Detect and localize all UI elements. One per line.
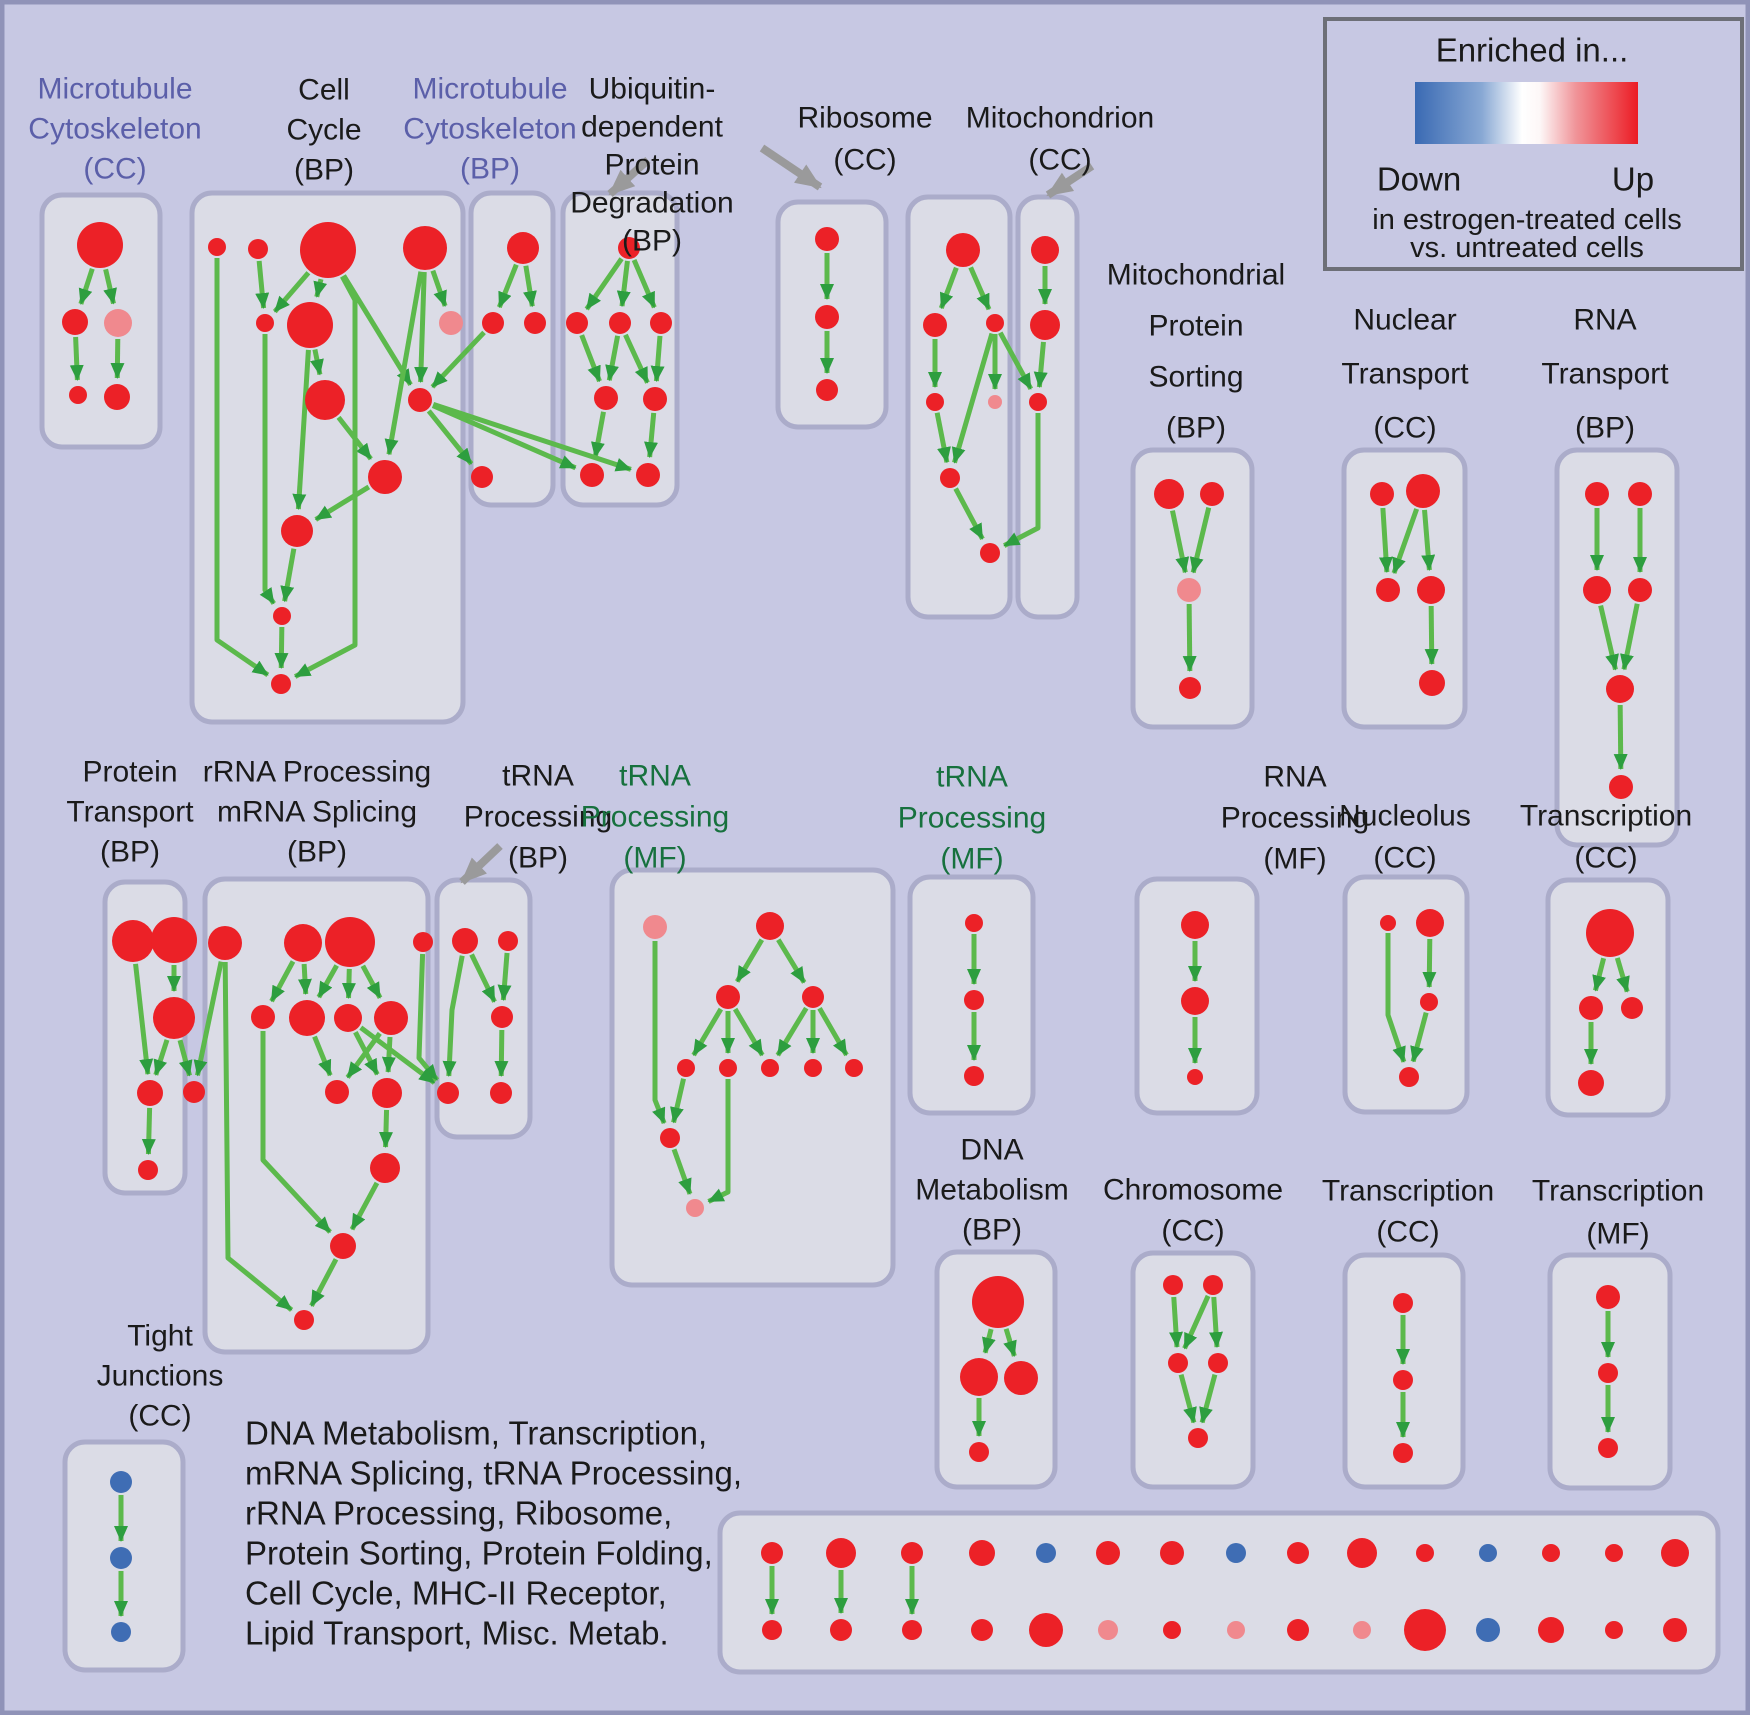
go-term-node bbox=[1609, 775, 1633, 799]
cluster-box-chromosome-cc bbox=[1133, 1253, 1253, 1487]
ubiquitin-degradation-bp-label: dependent bbox=[581, 110, 723, 144]
go-term-node bbox=[330, 1233, 356, 1259]
go-term-node bbox=[281, 515, 313, 547]
chromosome-cc-label: Chromosome bbox=[1102, 1173, 1284, 1207]
go-term-node bbox=[1393, 1443, 1413, 1463]
edge bbox=[1620, 705, 1621, 769]
go-term-node bbox=[370, 1153, 400, 1183]
go-term-node bbox=[1417, 576, 1445, 604]
go-term-node bbox=[1287, 1542, 1309, 1564]
go-term-node bbox=[110, 1471, 132, 1493]
go-term-node bbox=[248, 239, 268, 259]
go-term-node bbox=[901, 1542, 923, 1564]
go-term-node bbox=[980, 543, 1000, 563]
go-term-node bbox=[1420, 993, 1438, 1011]
go-term-node bbox=[971, 1619, 993, 1641]
edge bbox=[388, 1037, 390, 1072]
go-term-node bbox=[1030, 310, 1060, 340]
go-term-node bbox=[1187, 1069, 1203, 1085]
microtubule-cytoskeleton-cc-label: Cytoskeleton bbox=[28, 112, 202, 146]
microtubule-cytoskeleton-cc-label: Microtubule bbox=[37, 72, 193, 106]
dna-metabolism-bp-label: DNA bbox=[960, 1133, 1024, 1167]
mitochondrial-protein-sorting-bp-label: Mitochondrial bbox=[1106, 258, 1286, 292]
legend-title: Enriched in... bbox=[1435, 31, 1629, 69]
microtubule-cytoskeleton-bp-label: Cytoskeleton bbox=[403, 112, 577, 146]
go-term-node bbox=[368, 460, 402, 494]
go-term-node bbox=[1370, 482, 1394, 506]
go-term-node bbox=[1029, 1613, 1063, 1647]
go-term-node bbox=[566, 312, 588, 334]
go-term-node bbox=[498, 931, 518, 951]
rrna-processing-mrna-splicing-bp-label: (BP) bbox=[287, 835, 347, 869]
misc-clusters-note: mRNA Splicing, tRNA Processing, bbox=[245, 1454, 743, 1492]
edge bbox=[148, 1108, 149, 1154]
cell-cycle-bp-label: Cycle bbox=[286, 113, 362, 147]
go-term-node bbox=[137, 1080, 163, 1106]
go-term-node bbox=[1399, 1067, 1419, 1087]
go-term-node bbox=[1029, 393, 1047, 411]
protein-transport-bp-label: Transport bbox=[66, 795, 194, 829]
misc-clusters-note: rRNA Processing, Ribosome, bbox=[245, 1494, 673, 1532]
dna-metabolism-bp-label: (BP) bbox=[962, 1213, 1022, 1247]
go-term-node bbox=[902, 1620, 922, 1640]
go-term-node bbox=[439, 311, 463, 335]
go-term-node bbox=[1353, 1621, 1371, 1639]
go-term-node bbox=[273, 607, 291, 625]
go-term-node bbox=[964, 990, 984, 1010]
go-term-node bbox=[1598, 1363, 1618, 1383]
go-term-node bbox=[756, 912, 784, 940]
go-term-node bbox=[636, 463, 660, 487]
transcription-mf-label: Transcription bbox=[1531, 1174, 1705, 1208]
mitochondrial-protein-sorting-bp-label: Sorting bbox=[1148, 360, 1244, 394]
legend-subtitle-1: in estrogen-treated cells bbox=[1372, 204, 1682, 236]
go-term-node bbox=[1578, 1070, 1604, 1096]
misc-clusters-note: DNA Metabolism, Transcription, bbox=[245, 1414, 708, 1452]
go-term-node bbox=[643, 915, 667, 939]
trna-processing-bp-label: (BP) bbox=[508, 841, 568, 875]
edge bbox=[1214, 1297, 1217, 1347]
go-term-node bbox=[289, 1000, 325, 1036]
go-term-node bbox=[802, 986, 824, 1008]
go-term-node bbox=[1203, 1275, 1223, 1295]
go-term-node bbox=[62, 309, 88, 335]
edge bbox=[386, 1110, 387, 1147]
transcription-cc-label: Transcription bbox=[1519, 799, 1693, 833]
go-term-node bbox=[1542, 1544, 1560, 1562]
go-term-node bbox=[1585, 482, 1609, 506]
go-term-node bbox=[761, 1059, 779, 1077]
go-term-node bbox=[1208, 1353, 1228, 1373]
trna-processing-bp-label: Processing bbox=[463, 800, 613, 834]
go-term-node bbox=[1188, 1428, 1208, 1448]
rna-transport-bp-label: RNA bbox=[1573, 303, 1637, 337]
go-term-node bbox=[719, 1059, 737, 1077]
go-term-node bbox=[69, 386, 87, 404]
go-term-node bbox=[374, 1001, 408, 1035]
microtubule-cytoskeleton-bp-label: (BP) bbox=[460, 152, 520, 186]
go-term-node bbox=[482, 312, 504, 334]
nucleolus-cc-label: (CC) bbox=[1373, 841, 1437, 875]
go-term-node bbox=[300, 222, 356, 278]
go-term-node bbox=[1163, 1275, 1183, 1295]
go-term-node bbox=[1200, 482, 1224, 506]
rrna-processing-mrna-splicing-bp-label: rRNA Processing bbox=[202, 755, 432, 789]
cluster-box-miscellaneous-strip bbox=[720, 1513, 1718, 1672]
go-term-node bbox=[208, 238, 226, 256]
go-term-node bbox=[946, 233, 980, 267]
go-term-node bbox=[1154, 479, 1184, 509]
go-term-node bbox=[1476, 1618, 1500, 1642]
rna-transport-bp-label: (BP) bbox=[1575, 411, 1635, 445]
go-term-node bbox=[1598, 1438, 1618, 1458]
go-term-node bbox=[988, 395, 1002, 409]
go-term-node bbox=[1663, 1618, 1687, 1642]
go-term-node bbox=[1179, 677, 1201, 699]
transcription-cc-2-label: Transcription bbox=[1321, 1174, 1495, 1208]
go-term-node bbox=[153, 997, 195, 1039]
trna-processing-mf-label: (MF) bbox=[623, 841, 687, 875]
go-term-node bbox=[1393, 1293, 1413, 1313]
go-term-node bbox=[762, 1620, 782, 1640]
go-term-node bbox=[208, 926, 242, 960]
go-term-node bbox=[677, 1059, 695, 1077]
go-term-node bbox=[816, 379, 838, 401]
go-term-node bbox=[1168, 1353, 1188, 1373]
go-term-node bbox=[524, 312, 546, 334]
go-term-node bbox=[271, 674, 291, 694]
chromosome-cc-label: (CC) bbox=[1161, 1214, 1225, 1248]
go-term-node bbox=[826, 1538, 856, 1568]
go-term-node bbox=[372, 1078, 402, 1108]
go-term-node bbox=[284, 924, 322, 962]
go-term-node bbox=[1163, 1621, 1181, 1639]
go-term-node bbox=[1287, 1619, 1309, 1641]
legend-up-label: Up bbox=[1611, 160, 1655, 198]
edge bbox=[76, 337, 78, 380]
go-term-node bbox=[845, 1059, 863, 1077]
microtubule-cytoskeleton-cc-label: (CC) bbox=[83, 152, 147, 186]
misc-clusters-note: Cell Cycle, MHC-II Receptor, bbox=[245, 1574, 667, 1612]
go-term-node bbox=[1416, 1544, 1434, 1562]
mitochondrial-protein-sorting-bp-label: (BP) bbox=[1166, 411, 1226, 445]
go-term-node bbox=[138, 1160, 158, 1180]
tight-junctions-cc-label: Tight bbox=[127, 1319, 193, 1353]
misc-clusters-note: Protein Sorting, Protein Folding, bbox=[245, 1534, 713, 1572]
edge bbox=[117, 339, 118, 378]
go-term-node bbox=[716, 985, 740, 1009]
nuclear-transport-cc-label: Transport bbox=[1341, 357, 1469, 391]
tight-junctions-cc-label: Junctions bbox=[96, 1359, 224, 1393]
nuclear-transport-cc-label: Nuclear bbox=[1353, 303, 1457, 337]
go-term-node bbox=[1160, 1541, 1184, 1565]
trna-processing-mf-label: Processing bbox=[580, 800, 730, 834]
go-term-node bbox=[452, 928, 478, 954]
go-term-node bbox=[1583, 576, 1611, 604]
go-term-node bbox=[325, 1080, 349, 1104]
go-term-node bbox=[437, 1082, 459, 1104]
go-term-node bbox=[815, 305, 839, 329]
go-term-node bbox=[972, 1276, 1024, 1328]
go-term-node bbox=[1404, 1609, 1446, 1651]
nuclear-transport-cc-label: (CC) bbox=[1373, 411, 1437, 445]
go-term-node bbox=[1605, 1621, 1623, 1639]
protein-transport-bp-label: (BP) bbox=[100, 835, 160, 869]
edge bbox=[304, 964, 306, 994]
go-term-node bbox=[1628, 578, 1652, 602]
go-term-node bbox=[151, 917, 197, 963]
go-term-node bbox=[1226, 1543, 1246, 1563]
go-term-node bbox=[650, 312, 672, 334]
misc-clusters-note: Lipid Transport, Misc. Metab. bbox=[245, 1614, 669, 1652]
nucleolus-cc-label: Nucleolus bbox=[1339, 799, 1471, 833]
go-term-node bbox=[403, 226, 447, 270]
go-term-node bbox=[761, 1542, 783, 1564]
transcription-cc-2-label: (CC) bbox=[1376, 1215, 1440, 1249]
go-term-node bbox=[1628, 482, 1652, 506]
go-term-node bbox=[413, 932, 433, 952]
go-term-node bbox=[1406, 474, 1440, 508]
go-term-node bbox=[294, 1310, 314, 1330]
go-term-node bbox=[830, 1619, 852, 1641]
go-term-node bbox=[408, 388, 432, 412]
go-term-node bbox=[104, 384, 130, 410]
cluster-box-nuclear-transport-cc bbox=[1344, 450, 1465, 727]
ribosome-cc-label: Ribosome bbox=[797, 101, 933, 135]
edge bbox=[501, 1030, 502, 1076]
edge bbox=[1431, 606, 1432, 664]
tight-junctions-cc-label: (CC) bbox=[128, 1399, 192, 1433]
ubiquitin-degradation-bp-label: Protein bbox=[604, 148, 700, 182]
go-term-node bbox=[969, 1540, 995, 1566]
go-term-node bbox=[104, 309, 132, 337]
edge bbox=[656, 336, 660, 381]
go-term-node bbox=[305, 380, 345, 420]
go-term-node bbox=[251, 1005, 275, 1029]
protein-transport-bp-label: Protein bbox=[82, 755, 178, 789]
go-term-node bbox=[1031, 236, 1059, 264]
transcription-mf-label: (MF) bbox=[1586, 1217, 1650, 1251]
edge bbox=[349, 969, 350, 998]
edge bbox=[1174, 1297, 1177, 1347]
rrna-processing-mrna-splicing-bp-label: mRNA Splicing bbox=[216, 795, 418, 829]
rna-processing-mf-label: Processing bbox=[1220, 801, 1370, 835]
go-term-node bbox=[965, 914, 983, 932]
go-term-node bbox=[660, 1128, 680, 1148]
trna-processing-mf-2-label: (MF) bbox=[940, 842, 1004, 876]
go-term-node bbox=[1479, 1544, 1497, 1562]
go-term-node bbox=[964, 1066, 984, 1086]
rna-processing-mf-label: (MF) bbox=[1263, 842, 1327, 876]
go-term-node bbox=[1380, 915, 1396, 931]
go-term-node bbox=[325, 917, 375, 967]
go-term-node bbox=[1538, 1617, 1564, 1643]
go-term-node bbox=[815, 227, 839, 251]
legend-down-label: Down bbox=[1376, 160, 1462, 198]
cell-cycle-bp-label: (BP) bbox=[294, 153, 354, 187]
dna-metabolism-bp-label: Metabolism bbox=[915, 1173, 1069, 1207]
microtubule-cytoskeleton-bp-label: Microtubule bbox=[412, 72, 568, 106]
go-term-node bbox=[471, 466, 493, 488]
go-term-node bbox=[111, 1622, 131, 1642]
go-term-node bbox=[1036, 1543, 1056, 1563]
go-term-node bbox=[594, 386, 618, 410]
trna-processing-bp-label: tRNA bbox=[502, 759, 574, 793]
go-term-node bbox=[1347, 1538, 1377, 1568]
go-term-node bbox=[1096, 1541, 1120, 1565]
go-term-node bbox=[1621, 997, 1643, 1019]
rna-processing-mf-label: RNA bbox=[1263, 760, 1327, 794]
go-term-node bbox=[643, 387, 667, 411]
go-term-node bbox=[77, 222, 123, 268]
trna-processing-mf-2-label: Processing bbox=[897, 801, 1047, 835]
go-term-node bbox=[1419, 670, 1445, 696]
go-term-node bbox=[110, 1547, 132, 1569]
go-term-node bbox=[940, 468, 960, 488]
go-term-node bbox=[490, 1082, 512, 1104]
go-term-node bbox=[1177, 578, 1201, 602]
go-term-node bbox=[1605, 1544, 1623, 1562]
go-term-node bbox=[926, 393, 944, 411]
go-term-node bbox=[491, 1006, 513, 1028]
ubiquitin-degradation-bp-label: Degradation bbox=[570, 186, 734, 220]
edge bbox=[1429, 939, 1430, 987]
go-term-node bbox=[1376, 578, 1400, 602]
go-term-node bbox=[1579, 996, 1603, 1020]
transcription-cc-label: (CC) bbox=[1574, 841, 1638, 875]
trna-processing-mf-2-label: tRNA bbox=[936, 760, 1008, 794]
go-term-node bbox=[1004, 1361, 1038, 1395]
ribosome-cc-label: (CC) bbox=[833, 143, 897, 177]
go-term-node bbox=[686, 1199, 704, 1217]
go-term-node bbox=[1098, 1620, 1118, 1640]
go-term-node bbox=[609, 312, 631, 334]
go-term-node bbox=[507, 232, 539, 264]
legend-gradient-bar bbox=[1415, 82, 1638, 144]
go-term-node bbox=[1596, 1285, 1620, 1309]
legend-subtitle-2: vs. untreated cells bbox=[1410, 232, 1644, 264]
go-term-node bbox=[112, 920, 154, 962]
go-term-node bbox=[1606, 675, 1634, 703]
edge bbox=[1189, 604, 1190, 671]
ubiquitin-degradation-bp-label: (BP) bbox=[622, 224, 682, 258]
go-term-node bbox=[1393, 1370, 1413, 1390]
go-term-node bbox=[1181, 987, 1209, 1015]
go-term-node bbox=[960, 1358, 998, 1396]
ubiquitin-degradation-bp-label: Ubiquitin- bbox=[588, 72, 716, 106]
rna-transport-bp-label: Transport bbox=[1541, 357, 1669, 391]
go-term-node bbox=[986, 314, 1004, 332]
cell-cycle-bp-label: Cell bbox=[298, 73, 350, 107]
go-term-node bbox=[256, 314, 274, 332]
go-term-node bbox=[969, 1442, 989, 1462]
go-term-node bbox=[1586, 909, 1634, 957]
go-term-node bbox=[923, 313, 947, 337]
trna-processing-mf-label: tRNA bbox=[619, 759, 691, 793]
go-term-node bbox=[1661, 1539, 1689, 1567]
go-term-node bbox=[580, 463, 604, 487]
go-term-node bbox=[1227, 1621, 1245, 1639]
go-term-node bbox=[334, 1004, 362, 1032]
mitochondrion-cc-label: (CC) bbox=[1028, 143, 1092, 177]
go-term-node bbox=[1416, 909, 1444, 937]
mitochondrial-protein-sorting-bp-label: Protein bbox=[1148, 309, 1244, 343]
edge bbox=[281, 627, 282, 668]
go-term-node bbox=[287, 302, 333, 348]
go-term-node bbox=[1181, 911, 1209, 939]
go-term-node bbox=[183, 1081, 205, 1103]
mitochondrion-cc-label: Mitochondrion bbox=[965, 101, 1155, 135]
go-term-node bbox=[804, 1059, 822, 1077]
